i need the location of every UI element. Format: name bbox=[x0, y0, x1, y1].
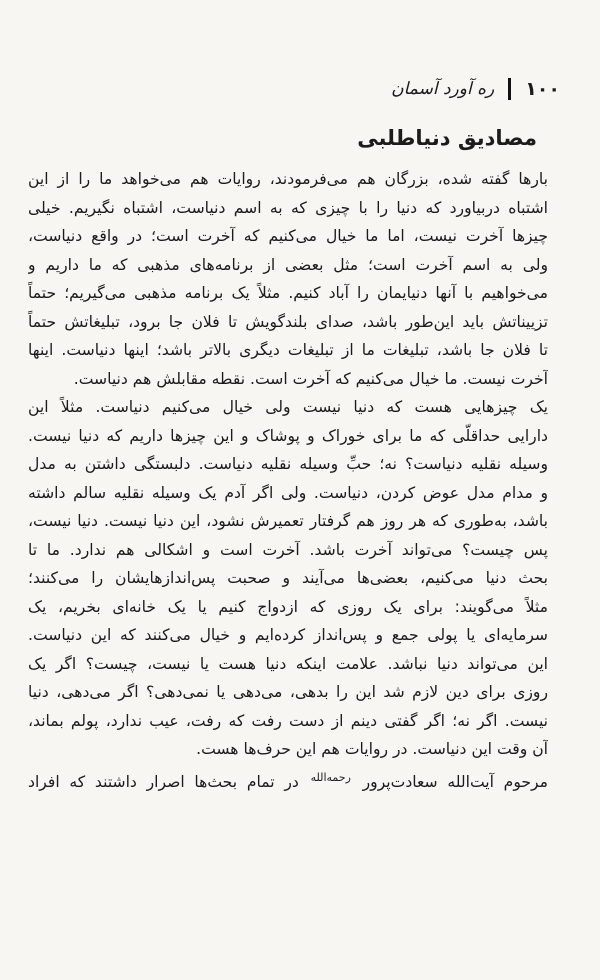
text-line: سرمایه‌ای یا پولی جمع و پس‌انداز کرده‌ایم و خیال می‌کنند که این دنیاست. bbox=[28, 626, 548, 644]
text-line: پس چیست؟ می‌تواند آخرت باشد. آخرت است و اشکالی هم ندارد. ما تا bbox=[28, 540, 548, 559]
text-line: آخرت نیست. ما خیال می‌کنیم که آخرت است. نقطه مقابلش هم دنیاست. bbox=[73, 369, 548, 388]
text-line: یک چیزهایی هست که دنیا نیست ولی خیال می‌کنیم دنیاست. مثلاً این bbox=[28, 398, 548, 416]
text-line: ولی به اسم آخرت است؛ مثل بعضی از برنامه‌های مذهبی که ما داریم و bbox=[28, 255, 548, 274]
text-line: روزی برای دین لازم شد این را بدهی، می‌دهی یا نمی‌دهی؟ اگر می‌دهی، دنیا bbox=[28, 683, 548, 701]
running-title: ره آورد آسمان bbox=[391, 79, 495, 99]
text-line: بارها گفته شده، بزرگان هم می‌فرمودند، روایات هم می‌خواهد ما را از این bbox=[28, 170, 548, 188]
text-line: و مدام مدل عوض کردن، دنیاست. ولی اگر آدم یک وسیله نقلیه سالم داشته bbox=[28, 483, 548, 502]
honorific-mark: رحمه‌الله bbox=[310, 770, 351, 784]
text-line: وسیله نقلیه دنیاست؟ نه؛ حبِّ وسیله نقلیه دنیاست. دلبستگی داشتن به مدل bbox=[28, 455, 548, 473]
text-line bbox=[28, 764, 548, 797]
paragraph-1 bbox=[28, 165, 548, 393]
final-line-end: در تمام بحث‌ها اصرار داشتند که افراد bbox=[28, 772, 299, 791]
final-line-start: مرحوم آیت‌الله سعادت‌پرور bbox=[362, 772, 548, 791]
text-line: بحث دنیا می‌کنیم، بعضی‌ها می‌آیند و صحبت پس‌اندازهایشان را می‌کنند؛ bbox=[28, 569, 548, 587]
text-line: نیست. اگر نه؛ اگر گفتی دینم از دست رفت که رفت، عیب ندارد، پولم بماند، bbox=[28, 711, 548, 730]
section-title: مصادیق دنیاطلبی bbox=[357, 126, 537, 150]
text-line: می‌خواهیم با آنها دنیایمان را آباد کنیم. مثلاً یک برنامه مذهبی می‌گیریم؛ حتماً bbox=[28, 284, 548, 302]
text-line: این می‌تواند دنیا نباشد. علامت اینکه دنیا هست یا نیست، چیست؟ اگر یک bbox=[28, 654, 548, 673]
text-line: مثلاً می‌گویند: برای یک روزی که ازدواج کنیم یا یک خانه‌ای بخریم، یک bbox=[28, 597, 548, 616]
text-line: تزییناتش باید این‌طور باشد، صدای بلندگویش تا فلان جا برود، تبلیغاتش حتماً bbox=[28, 312, 548, 331]
text-line: چیزها آخرت نیست، اما ما خیال می‌کنیم که آخرت است؛ در واقع دنیاست، bbox=[28, 227, 548, 245]
text-line: اشتباه دربیاورد که دنیا را با چیزی که به اسم دنیاست، اشتباه نگیریم. خیلی bbox=[28, 198, 548, 217]
text-line: باشد، به‌طوری که هر روز هم گرفتار تعمیرش نشود، این دنیا نیست. دنیا نیست، bbox=[28, 512, 548, 530]
text-line: تا فلان جا باشد، تبلیغات ما از تبلیغات دیگری بالاتر باشد؛ اینها دنیاست. اینها bbox=[28, 341, 548, 359]
paragraph-2 bbox=[28, 393, 548, 764]
text-line: دارایی حداقلّی که ما برای خوراک و پوشاک و این چیزها داریم که دنیا نیست. bbox=[28, 426, 548, 445]
header-divider bbox=[508, 78, 511, 100]
text-line: آن وقت این دنیاست. در روایات هم این حرف‌ها هست. bbox=[196, 740, 548, 758]
body-text bbox=[28, 165, 548, 796]
paragraph-3 bbox=[28, 764, 548, 797]
page-number: ۱۰۰ bbox=[525, 78, 560, 100]
page-header bbox=[40, 70, 560, 108]
